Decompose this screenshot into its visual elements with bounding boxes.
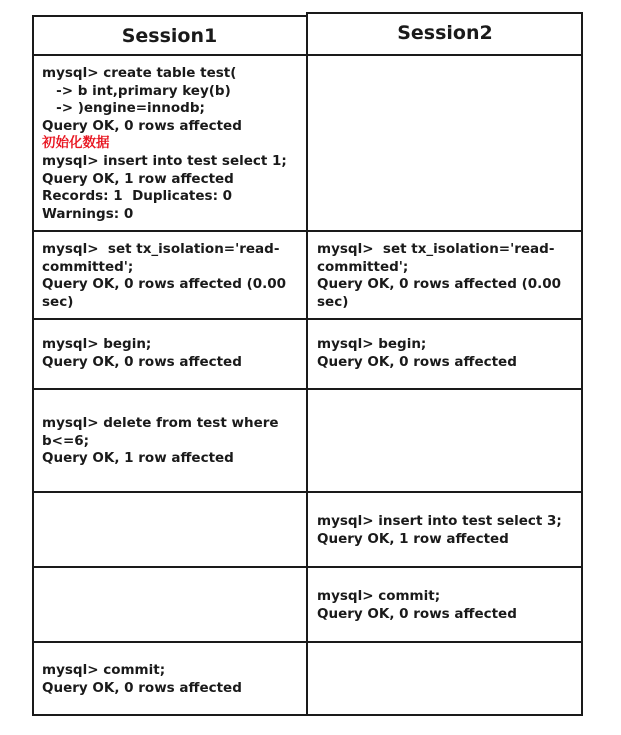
table-border-middle bbox=[306, 12, 308, 716]
header-top-border-s2 bbox=[306, 12, 583, 14]
code-line: Query OK, 0 rows affected bbox=[317, 353, 517, 370]
code-line: mysql> commit; bbox=[317, 588, 441, 604]
row5-session2-cell bbox=[307, 513, 583, 548]
init-data-annotation: 初始化数据 bbox=[42, 135, 110, 152]
header-session2 bbox=[307, 12, 583, 56]
code-line: sec) bbox=[42, 293, 74, 310]
table-border-bottom bbox=[32, 714, 583, 716]
session-table bbox=[32, 12, 583, 716]
row-divider bbox=[32, 388, 583, 390]
code-line: committed'; bbox=[42, 258, 134, 275]
code-line: mysql> insert into test select 3; bbox=[317, 513, 562, 529]
code-line: mysql> set tx_isolation='read- bbox=[317, 241, 555, 257]
code-line: mysql> begin; bbox=[317, 336, 427, 352]
code-line: Query OK, 0 rows affected bbox=[42, 353, 242, 370]
header-session1 bbox=[32, 12, 307, 56]
code-line: sec) bbox=[317, 293, 349, 310]
row1-session1-cell bbox=[32, 65, 307, 223]
row-divider bbox=[32, 566, 583, 568]
code-line: Query OK, 0 rows affected (0.00 bbox=[317, 276, 562, 293]
code-line: -> b int,primary key(b) bbox=[42, 82, 231, 99]
code-line: -> )engine=innodb; bbox=[42, 100, 205, 117]
code-line: mysql> commit; bbox=[42, 662, 166, 678]
table-border-left bbox=[32, 15, 34, 716]
code-line: Query OK, 0 rows affected (0.00 bbox=[42, 276, 287, 293]
code-line: Query OK, 1 row affected bbox=[42, 450, 234, 467]
row-divider bbox=[32, 54, 583, 56]
code-line: Records: 1 Duplicates: 0 bbox=[42, 188, 233, 205]
header-session2-label: Session2 bbox=[397, 22, 493, 45]
code-line: Query OK, 0 rows affected bbox=[42, 117, 242, 134]
row3-session2-cell bbox=[307, 336, 583, 371]
row3-session1-cell bbox=[32, 336, 307, 371]
header-session1-label: Session1 bbox=[121, 25, 218, 48]
code-line: mysql> set tx_isolation='read- bbox=[42, 241, 280, 257]
code-line: committed'; bbox=[317, 258, 409, 275]
row6-session2-cell bbox=[307, 588, 583, 623]
row-divider bbox=[32, 318, 583, 320]
table-border-right bbox=[581, 12, 583, 716]
code-line: Query OK, 0 rows affected bbox=[317, 605, 517, 622]
code-line: mysql> insert into test select 1; bbox=[42, 152, 287, 169]
row-divider bbox=[32, 491, 583, 493]
code-line: mysql> begin; bbox=[42, 336, 152, 352]
code-line: Warnings: 0 bbox=[42, 205, 134, 222]
code-line: b<=6; bbox=[42, 432, 90, 449]
code-line: Query OK, 1 row affected bbox=[42, 170, 234, 187]
row4-session1-cell bbox=[32, 415, 307, 468]
row-divider bbox=[32, 230, 583, 232]
row2-session1-cell bbox=[32, 241, 307, 311]
code-line: mysql> create table test( bbox=[42, 65, 237, 81]
code-line: Query OK, 1 row affected bbox=[317, 530, 509, 547]
row7-session1-cell bbox=[32, 662, 307, 697]
row-divider bbox=[32, 641, 583, 643]
code-line: mysql> delete from test where bbox=[42, 415, 279, 431]
header-top-border-s1 bbox=[32, 15, 308, 17]
code-line: Query OK, 0 rows affected bbox=[42, 679, 242, 696]
row2-session2-cell bbox=[307, 241, 583, 311]
